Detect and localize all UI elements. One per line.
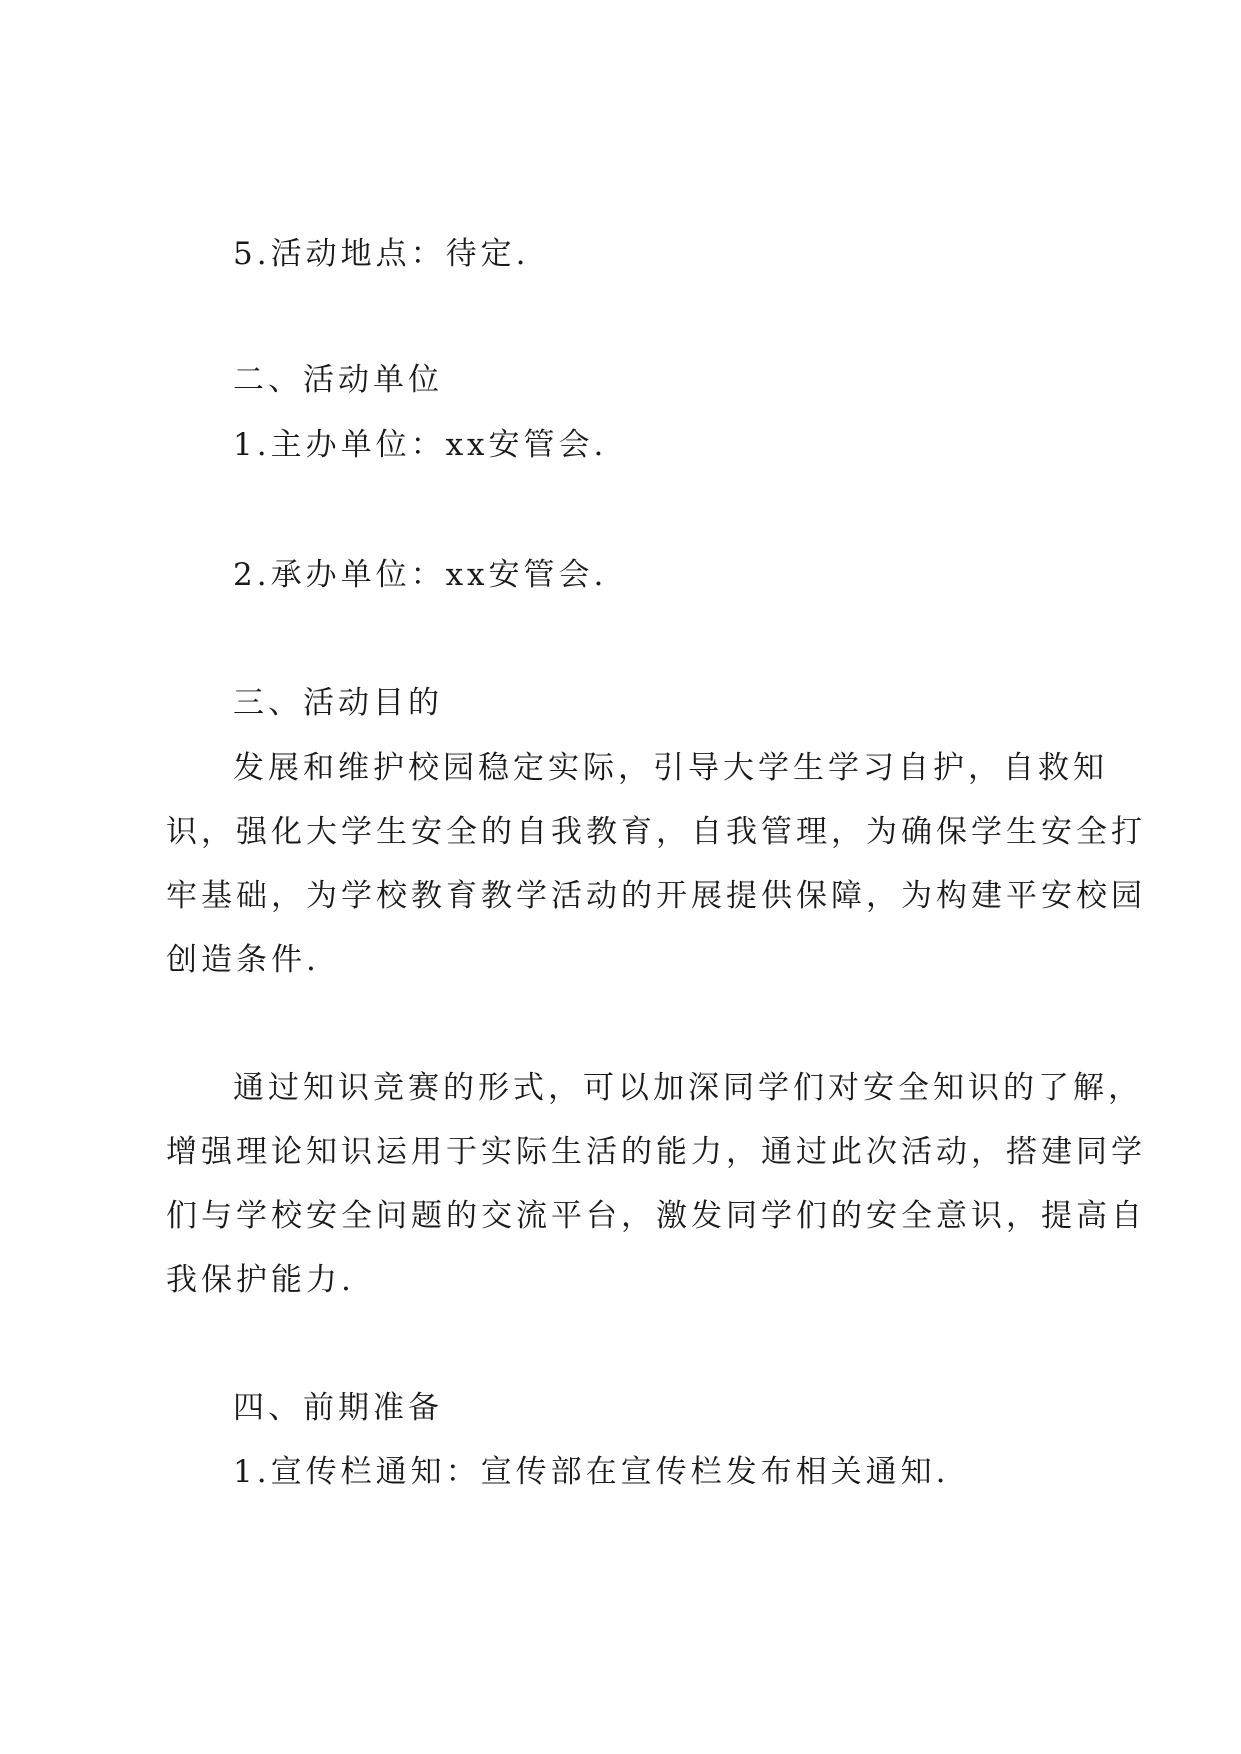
paragraph-line: 牢基础，为学校教育教学活动的开展提供保障，为构建平安校园 <box>166 878 1146 914</box>
venue-item: 5.活动地点：待定. <box>233 236 530 272</box>
paragraph-line: 识，强化大学生安全的自我教育，自我管理，为确保学生安全打 <box>166 814 1146 850</box>
section-heading-preparation: 四、前期准备 <box>233 1390 443 1426</box>
organizer-item: 2.承办单位：xx安管会. <box>233 557 608 593</box>
section-heading-units: 二、活动单位 <box>233 362 443 398</box>
paragraph-line: 我保护能力. <box>166 1262 355 1298</box>
publicity-item: 1.宣传栏通知：宣传部在宣传栏发布相关通知. <box>233 1454 950 1490</box>
host-item: 1.主办单位：xx安管会. <box>233 427 608 463</box>
paragraph-line: 发展和维护校园稳定实际，引导大学生学习自护，自救知 <box>233 750 1108 786</box>
paragraph-line: 增强理论知识运用于实际生活的能力，通过此次活动，搭建同学 <box>166 1134 1146 1170</box>
paragraph-line: 们与学校安全问题的交流平台，激发同学们的安全意识，提高自 <box>166 1198 1146 1234</box>
section-heading-purpose: 三、活动目的 <box>233 685 443 721</box>
paragraph-line: 通过知识竞赛的形式，可以加深同学们对安全知识的了解， <box>233 1070 1143 1106</box>
paragraph-line: 创造条件. <box>166 942 320 978</box>
